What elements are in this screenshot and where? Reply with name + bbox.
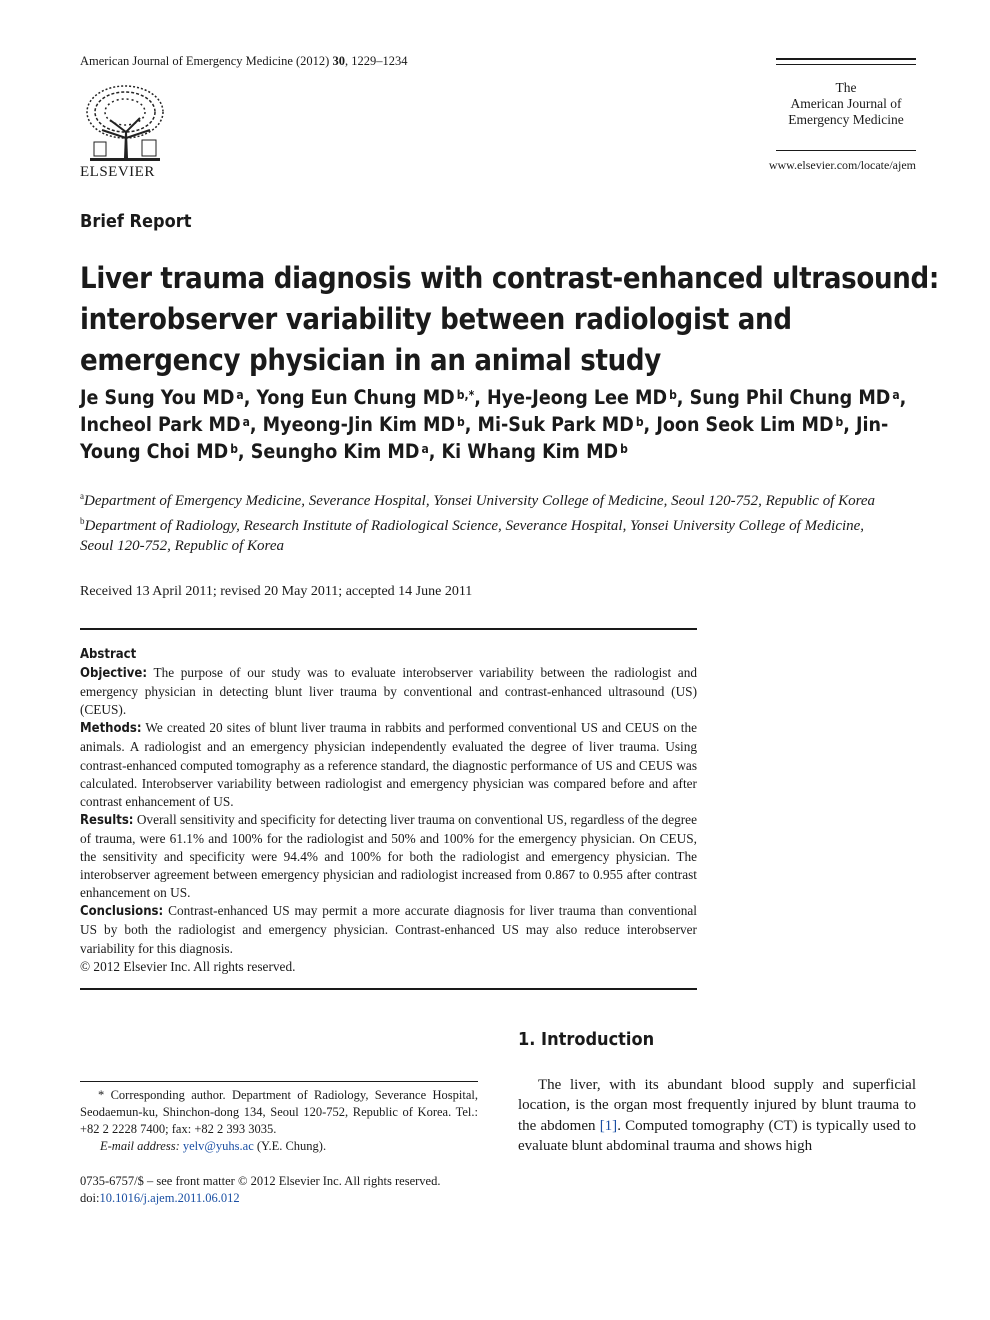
author: Je Sung You MD [80,386,235,409]
author-affiliation-mark: b [835,415,844,429]
journal-url-rule [776,150,916,151]
affiliation-a: $^a$Department of Emergency Medicine, Severance Hospital, Yonsei University College of Medicine, Seoul 120-752, Republic of Korea [80,491,876,509]
reference-link[interactable]: [1] [599,1117,618,1134]
author-affiliation-mark: a [421,442,429,456]
author: Incheol Park MD [80,413,241,436]
front-matter [80,1173,500,1207]
journal-logo-line3: Emergency Medicine [788,112,904,127]
issn-line: 0735-6757/$ – see front matter © 2012 Elsevier Inc. All rights reserved. [80,1174,441,1188]
abstract-copyright: © 2012 Elsevier Inc. All rights reserved. [80,958,296,974]
author-affiliation-mark: a [892,388,900,402]
abstract-objective: Objective: The purpose of our study was to evaluate interobserver variability between the radiologist and emergency physician in detecting blunt liver trauma by conventional and contrast-enhanced ultrasound (US) (CEUS). [80,665,698,718]
author: Sung Phil Chung MD [689,386,891,409]
abstract-methods: Methods: We created 20 sites of blunt liver trauma in rabbits and performed conventional US and CEUS on the animals. A radiologist and an emergency physician independently evaluated the degree of liver trauma. Using contrast-enhanced computed tomography as a reference standard, the diagnostic performance of US and CEUS was calculated. Interobserver variability between radiologist and emergency physician was compared before and after contrast enhancement of US. [80,720,697,809]
article-dates: Received 13 April 2011; revised 20 May 2011; accepted 14 June 2011 [80,584,473,599]
email-link[interactable]: yelv@yuhs.ac [182,1139,254,1153]
footnote-rule [80,1081,478,1082]
author-affiliation-mark: b [620,442,628,456]
author: Ki Whang Kim MD [441,440,619,463]
abstract-rule-bottom [80,988,697,990]
author: Joon Seok Lim MD [656,413,834,436]
author: Seungho Kim MD [250,440,420,463]
abstract [80,646,697,976]
journal-logo-line2: American Journal of [790,96,902,111]
author: Mi-Suk Park MD [477,413,634,436]
author-affiliation-mark: b [230,442,238,456]
article-title: Liver trauma diagnosis with contrast-enhanced ultrasound: interobserver variability between radiologist and emergency physician in an animal study [80,261,940,377]
header-rule [776,58,916,60]
author-affiliation-mark: b [669,388,677,402]
author-affiliation-mark: b [635,415,644,429]
introduction-paragraph: The liver, with its abundant blood supply and superficial location, is the organ most frequently injured by blunt trauma to the abdomen [1]. Computed tomography (CT) is typically used to evaluate blunt abdominal trauma and shows high [518,1077,917,1154]
doi-link[interactable]: 10.1016/j.ajem.2011.06.012 [99,1191,240,1205]
email-line: E-mail address: yelv@yuhs.ac (Y.E. Chung). [100,1139,327,1153]
author: Hye-Jeong Lee MD [487,386,668,409]
author-affiliation-mark: a [242,415,250,429]
corresponding-author: * Corresponding author. Department of Radiology, Severance Hospital, Seodaemun-ku, Shinchon-dong 134, Seoul 120-752, Republic of Korea. Tel.: +82 2 2228 7400; fax: +82 2 393 3035. [80,1088,478,1136]
corresponding-author-footnote [80,1087,478,1155]
author: Myeong-Jin Kim MD [262,413,456,436]
author-affiliation-mark: a [236,388,244,402]
author-affiliation-mark: b,* [456,388,475,402]
journal-logo-line1: The [835,80,857,95]
section-heading-introduction: 1. Introduction [518,1029,655,1050]
journal-logo [776,80,916,128]
journal-url[interactable]: www.elsevier.com/locate/ajem [768,158,916,172]
author: Yong Eun Chung MD [256,386,455,409]
journal-volume: 30 [332,54,345,68]
abstract-heading: Abstract [80,647,137,662]
abstract-conclusions: Conclusions: Contrast-enhanced US may permit a more accurate diagnosis for liver trauma than conventional US by both the radiologist and emergency physician. Contrast-enhanced US may also reduce interobserver variability for this diagnosis. [80,903,698,956]
author-list: Je Sung You MD $^a$, Yong Eun Chung MD $^{b,*}$, Hye-Jeong Lee MD $^b$, Sung Phil Chung MD $^a$, Incheol Park MD $^a$, Myeong-Jin Kim MD $^b$, Mi-Suk Park MD $^b$, Joon Seok Lim MD $^b$, Jin-Young Choi MD $^b$, Seungho Kim MD $^a$, Ki Whang Kim MD $^b$ [80,386,907,463]
affiliations [80,486,880,556]
publisher-name: ELSEVIER [80,164,155,180]
article-type: Brief Report [80,211,192,232]
doi-line: doi:10.1016/j.ajem.2011.06.012 [80,1191,240,1205]
abstract-rule-top [80,628,697,630]
journal-name: American Journal of Emergency Medicine (2012) [80,54,330,68]
header-rule-thin [776,64,916,65]
affiliation-b: $^b$Department of Radiology, Research Institute of Radiological Science, Severance Hospital, Yonsei University College of Medicine, Seoul 120-752, Republic of Korea [80,516,865,554]
author: Jin-Young Choi MD [80,413,889,463]
abstract-results: Results: Overall sensitivity and specificity for detecting liver trauma on conventional US, regardless of the degree of trauma, were 61.1% and 100% for the radiologist and 50% and 100% for the emergency physician. On CEUS, the sensitivity and specificity were 94.4% and 100% for both the radiologist and emergency physician. The interobserver agreement between emergency physician and radiologist increased from 0.867 to 0.955 after contrast enhancement on US. [80,811,697,901]
journal-pages: 1229–1234 [351,54,408,68]
author-affiliation-mark: b [457,415,465,429]
journal-citation: American Journal of Emergency Medicine (2012) 30, 1229–1234 [80,54,408,68]
